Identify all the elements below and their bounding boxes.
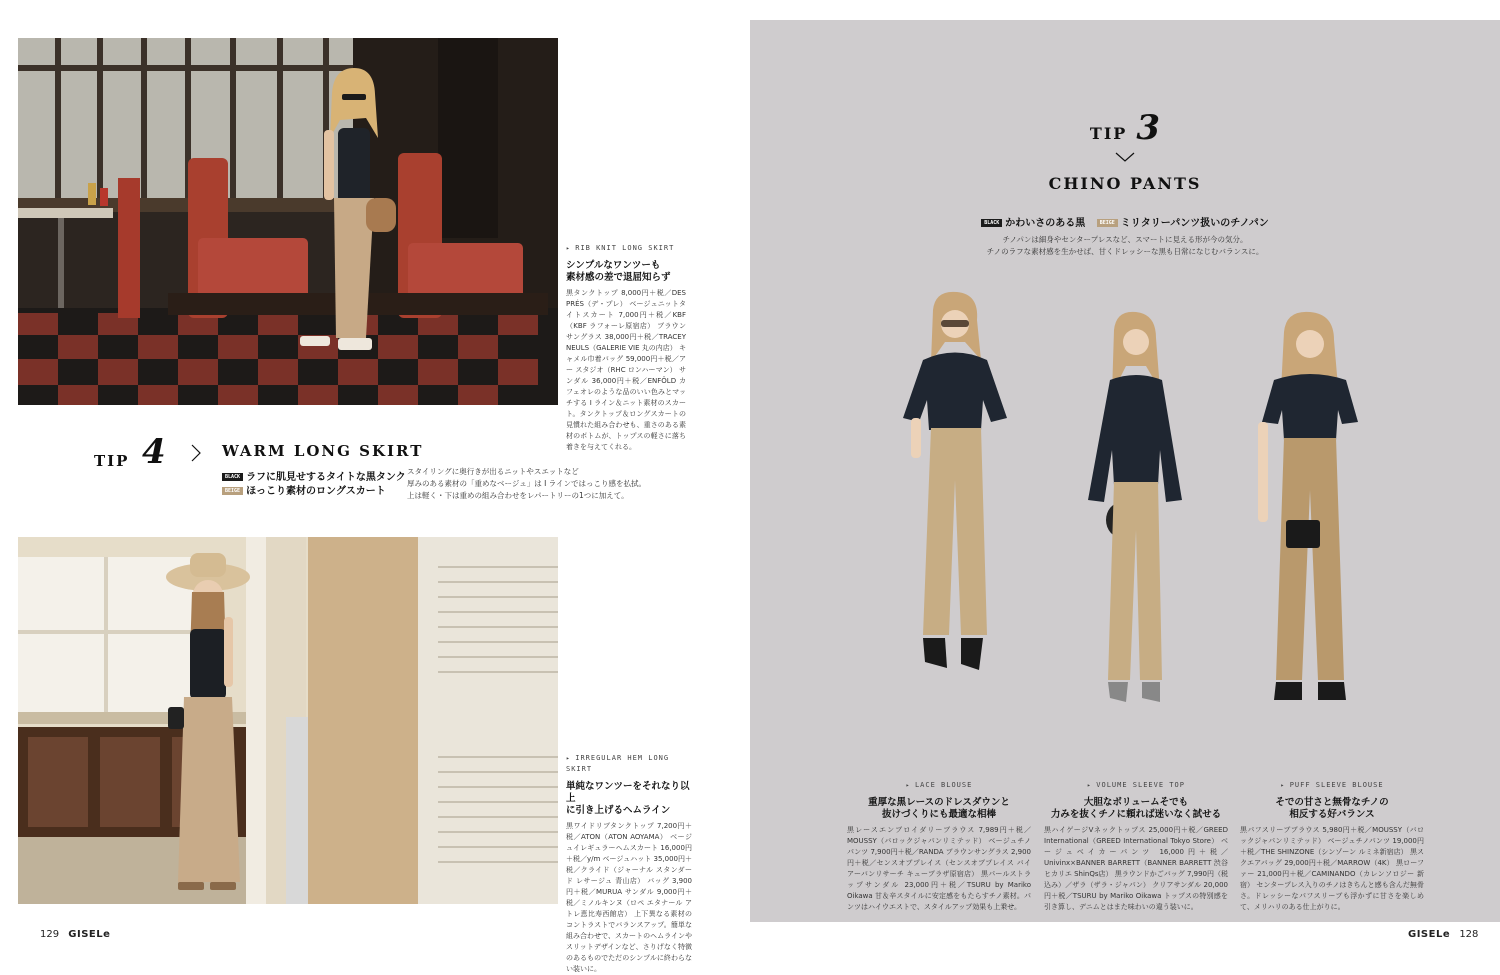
doorway-scene-illustration	[18, 537, 558, 904]
model-volume-sleeve-top	[1080, 310, 1190, 710]
rib-knit-headline-2: 素材感の差で退屈知らず	[566, 272, 671, 283]
beige-badge: BEIGE	[1097, 219, 1118, 227]
diner-scene-illustration	[18, 38, 558, 405]
tip-4-beige-point	[222, 485, 406, 499]
right-folio	[1408, 929, 1478, 940]
lace-blouse-caption	[847, 780, 1031, 913]
tip-3-desc-line-1: チノパンは細身やセンタープレスなど、スマートに見える形が今の気分。	[1002, 235, 1248, 244]
left-page-number: 129	[40, 929, 60, 940]
lace-blouse-credits: 黒レースエンブロイダリーブラウス 7,989円＋税／MOUSSY（バロックジャパンリミテッド） ベージュチノパンツ 7,900円＋税／RANDA ブラウンサングラス 2,900円＋税／センスオブプレイス（センスオブプレイス バイ アーバンリサーチ キューブラザ原宿店） 黒パールストラップサンダル 23,000円＋税／TSURU by Mariko Oikawa 甘＆辛スタイルに安定感をもたらすチノ素材。パンツはハイウエストで、スタイルアップ効果も上乗せ。	[847, 826, 1031, 911]
right-page	[750, 0, 1500, 962]
beige-badge: BEIGE	[222, 487, 243, 495]
lace-blouse-headline-2: 抜けづくりにも最適な相棒	[881, 809, 996, 820]
volume-sleeve-tag: ▸ VOLUME SLEEVE TOP	[1044, 780, 1228, 791]
chevron-down-icon	[1115, 151, 1135, 163]
tip-3-points	[750, 211, 1500, 231]
model-lace-blouse	[895, 290, 1025, 690]
model-puff-sleeve-blouse	[1250, 310, 1370, 710]
lace-blouse-headline-1: 重厚な黒レースのドレスダウンと	[868, 797, 1010, 808]
tip-3-black-point	[981, 218, 1089, 229]
puff-sleeve-credits: 黒パフスリーブブラウス 5,980円＋税／MOUSSY（バロックジャパンリミテッド） ベージュチノパンツ 19,000円＋税／THE SHINZONE（シンゾーン ルミネ新宿店） 黒スクエアバッグ 29,000円＋税／MARROW（4K） 黒ローファー 21,000円＋税／CAMINANDO（カレンソロジー 新宿） センタープレス入りのチノはきちんと感も含んだ無骨さ。ドレッシーなパフスリーブも浮かずに甘さを楽しめて、メリハリのある仕上がりに。	[1240, 826, 1424, 911]
left-page	[0, 0, 750, 973]
tip-3-desc-line-2: チノのラフな素材感を生かせば、甘くドレッシーな黒も日常になじむバランスに。	[986, 247, 1264, 256]
tip-3-number: 3	[1136, 108, 1161, 148]
volume-sleeve-headline-2: 力みを抜くチノに頼れば迷いなく試せる	[1050, 809, 1222, 820]
tip-4-title: WARM LONG SKIRT	[222, 442, 424, 460]
right-magazine-logo: GISELe	[1408, 929, 1451, 940]
tip-4-beige-text: ほっこり素材のロングスカート	[246, 486, 386, 497]
tip-4-black-text: ラフに肌見せするタイトな黒タンク	[246, 472, 406, 483]
doorway-photo	[18, 537, 558, 904]
right-page-number: 128	[1459, 929, 1479, 940]
rib-knit-tag: ▸ RIB KNIT LONG SKIRT	[566, 243, 686, 254]
tip-4-desc-line-1: スタイリングに奥行きが出るニットやスエットなど	[407, 467, 579, 476]
irregular-hem-caption	[566, 753, 692, 975]
irregular-hem-headline-1: 単純なワンツーをそれなり以上	[566, 781, 690, 804]
tip-4-number: 4	[142, 432, 166, 472]
rib-knit-headline-1: シンプルなワンツーも	[566, 260, 661, 271]
tip-3-beige-text: ミリタリーパンツ扱いのチノパン	[1120, 218, 1269, 229]
puff-sleeve-caption	[1240, 780, 1424, 913]
left-magazine-logo: GISELe	[68, 929, 111, 940]
black-badge: BLACK	[222, 473, 243, 481]
tip-4-section	[92, 430, 712, 510]
tip-4-points	[222, 471, 406, 499]
rib-knit-credits: 黒タンクトップ 8,000円＋税／DES PRÉS（デ・プレ） ベージュニットタイトスカート 7,000円＋税／KBF（KBF ラフォーレ原宿店） ブラウンサングラス 38,000円＋税／TRACEY NEULS（GALERIE VIE 丸の内店） キャメル巾着バッグ 59,000円＋税／アー スタジオ（RHC ロンハーマン） サンダル 36,000円＋税／ENFÖLD カフェオレのような品のいい色みとマッチする I ライン＆ニット素材のスカート。タンクトップ＆ロングスカートの見慣れた組み合わせも、重さのある素材のボトムが、トップスの軽さに落ち着きを与えてくれる。	[566, 289, 686, 451]
tip-4-description	[407, 466, 707, 502]
puff-sleeve-headline-2: 相反する好バランス	[1289, 809, 1375, 820]
rib-knit-caption	[566, 243, 686, 453]
irregular-hem-tag: ▸ IRREGULAR HEM LONG SKIRT	[566, 753, 692, 775]
tip-3-beige-point	[1097, 218, 1269, 229]
tip-3-word: TIP	[1089, 124, 1128, 143]
diner-booth-photo	[18, 38, 558, 405]
tip-3-title: CHINO PANTS	[1048, 174, 1202, 193]
volume-sleeve-headline-1: 大胆なボリュームそでも	[1083, 797, 1189, 808]
puff-sleeve-headline-1: そでの甘さと無骨なチノの	[1275, 797, 1389, 808]
lace-blouse-tag: ▸ LACE BLOUSE	[847, 780, 1031, 791]
puff-sleeve-tag: ▸ PUFF SLEEVE BLOUSE	[1240, 780, 1424, 791]
volume-sleeve-caption	[1044, 780, 1228, 913]
tip-4-word: TIP	[94, 452, 130, 470]
tip-3-heading	[750, 108, 1500, 148]
irregular-hem-headline-2: に引き上げるヘムライン	[566, 805, 671, 816]
black-badge: BLACK	[981, 219, 1002, 227]
tip-3-black-text: かわいさのある黒	[1005, 218, 1086, 229]
irregular-hem-credits: 黒ワイドリブタンクトップ 7,200円＋税／ATON（ATON AOYAMA） ベージュイレギュラーヘムスカート 16,000円＋税／y/m ベージュハット 35,000円＋税／クライド（ジャーナル スタンダード レサージュ 青山店） バッグ 3,900円＋税／MURUA サンダル 9,000円＋税／ミノルキンヌ（ロペ エタナール アトレ恵比寿西館店） 上下異なる素材のコントラストでバランスアップ。簡単な組み合わせで、スカートのヘムラインやスリットデザインなど、さりげなく特徴のあるものでただのシンプルに終わらない装いに。	[566, 822, 692, 973]
left-folio	[40, 929, 110, 940]
volume-sleeve-credits: 黒ハイゲージVネックトップス 25,000円＋税／GREED International（GREED International Tokyo Store） ベージュベイカーパンツ 16,000円＋税／Univinx×BANNER BARRETT（BANNER BARRETT 渋谷ヒカリエ ShinQs店） 黒ラウンドかごバッグ 7,990円（税込み）／ザラ（ザラ・ジャパン） クリアサンダル 20,000円＋税／TSURU by Mariko Oikawa トップスの特別感を引き算し、デニムとはまた味わいの違う装いに。	[1044, 826, 1228, 911]
tip-4-desc-line-2: 厚みのある素材の「重めなベージュ」は I ラインではっこり感を払拭。	[407, 479, 646, 488]
tip-4-black-point	[222, 471, 406, 485]
tip-4-desc-line-3: 上は軽く・下は重めの組み合わせをレパートリーの1つに加えて。	[407, 491, 629, 500]
chevron-right-icon	[190, 444, 202, 462]
tip-3-description	[750, 234, 1500, 258]
